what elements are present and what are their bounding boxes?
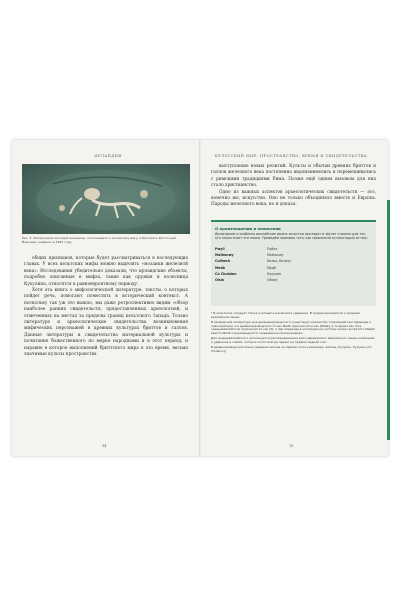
pronunciation-sidebar (211, 220, 376, 306)
footnotes (211, 312, 376, 355)
right-page (201, 140, 388, 456)
right-page-number: 15 (289, 444, 294, 448)
right-running-head: КЕЛЬТСКИЙ МИР: ПРОСТРАНСТВО, ВРЕМЯ И СВИДЕТЕЛЬСТВА (214, 154, 368, 158)
gloss-term: Oisín (215, 277, 225, 282)
sidebar-title: О произношении и написании (215, 226, 281, 231)
burial-photo (22, 164, 190, 234)
sidebar-intro: Ирландские и особенно валлийские имена зачастую выглядят и звучат странно для тех, кто плохо знает эти языки. Приведём примеры того, как произносятся некоторые из них: (215, 232, 368, 240)
paragraph: общих признаков, которые будет рассматриваться в последующих главах. У всех кельтских мифы можно выделить «мозаики железной века». Исследования убедительно доказали, что ирландские объекты, подробно описанные в мифах, такие как оружия и колесница Кухулина, относятся к равновероятному периоду. (24, 256, 188, 287)
paragraph: Хотя эта книга о мифологической литературе, тексты, о которых пойдет речь, помогают поместить в исторический контекст. А поскольку так уж это вышло, мы даже ретроспективно видим «обзор наиболее ранних свидетельств, предоставленных археологией, и отмеченных на местах за пределы границ кельтского Запада. Только литературе и археологические свидетельства возникновения мифических персонажей в древних культурах бриттов и галлов. Данные литературы и свидетельства материальной культуры и почитание божественного по мерке народными и в этот период, и наравне в которое выполнений бриттского мира в это время, весьма значимые культы пространства (24, 288, 188, 358)
paragraph: выступление новых религий. Культы и обычаи древних бриттов и галлов железного века постепенно видоизменялись и перемешивались с римскими традициями Рима. Позже ещё одним вызовом для них стало христианство. (211, 164, 376, 189)
left-running-head: ИРЛАНДИЯ (94, 154, 122, 158)
skeleton-illustration (22, 164, 190, 234)
gloss-definition: Мэдб (267, 265, 276, 270)
gloss-term: Pwyll (215, 247, 225, 251)
footnote: В древнеирландском языке ударение всегда на первом слоге (например, Айлиль, Кухулин, Кухулин (Cú Chulainn)). (211, 345, 372, 354)
green-edge-bar (387, 200, 390, 440)
gloss-definition: Кильх, Килхуч (267, 259, 292, 264)
gloss-term: Medb (215, 265, 225, 270)
footnote: В ирландской литературе для древненирландского существует множество толкований при переводе и транскрипции, а в древненирландском ch как Medb произносится как [Мэйв], в то время как dd в средневаллийском произносится как [ð], а при переходе в шотландскую систему можно встретить Maebh вместо Medb и рекомендуется современное произношение. (211, 320, 375, 336)
gloss-definition: Ойсин (267, 277, 278, 282)
footnote: Для средневаллийского используется рекомендованное для современного валлийского языка написание и ударение в словах, которое почти всегда падает на предпоследний слог. (211, 336, 375, 345)
gloss-definition: Mathonwy (267, 253, 284, 258)
book-spread (12, 140, 388, 456)
paragraph: Одно из важных аспектов археологических свидетельств — это, конечно же, искусство. Оно не только объединяло вместе и Европы. Пароды железного века, но и доказа- (211, 189, 376, 208)
gloss-term: Culhwch (215, 259, 231, 264)
gloss-definition: Кухулин (267, 271, 282, 276)
footnote: * В кельтском. Следует также учитывать различия в ударении. В средне-ирландском и среднем валлийском языке. (211, 311, 360, 319)
right-body-text (211, 164, 376, 209)
pronunciation-list (215, 246, 370, 283)
left-page-number: 14 (102, 444, 107, 448)
gloss-term: Mathonwy (215, 253, 234, 258)
figure-caption: Рис. 3. Захоронение молодой женщины, относящееся к железному веку, в Балланге, Восточный Йоркшир, найдено в 1983 году. (22, 236, 177, 244)
left-page (12, 140, 199, 456)
gloss-term: Cú Chulainn (215, 271, 237, 276)
list-item (215, 277, 370, 283)
gloss-definition: Пуйхл (267, 247, 278, 251)
left-body-text (24, 256, 188, 359)
